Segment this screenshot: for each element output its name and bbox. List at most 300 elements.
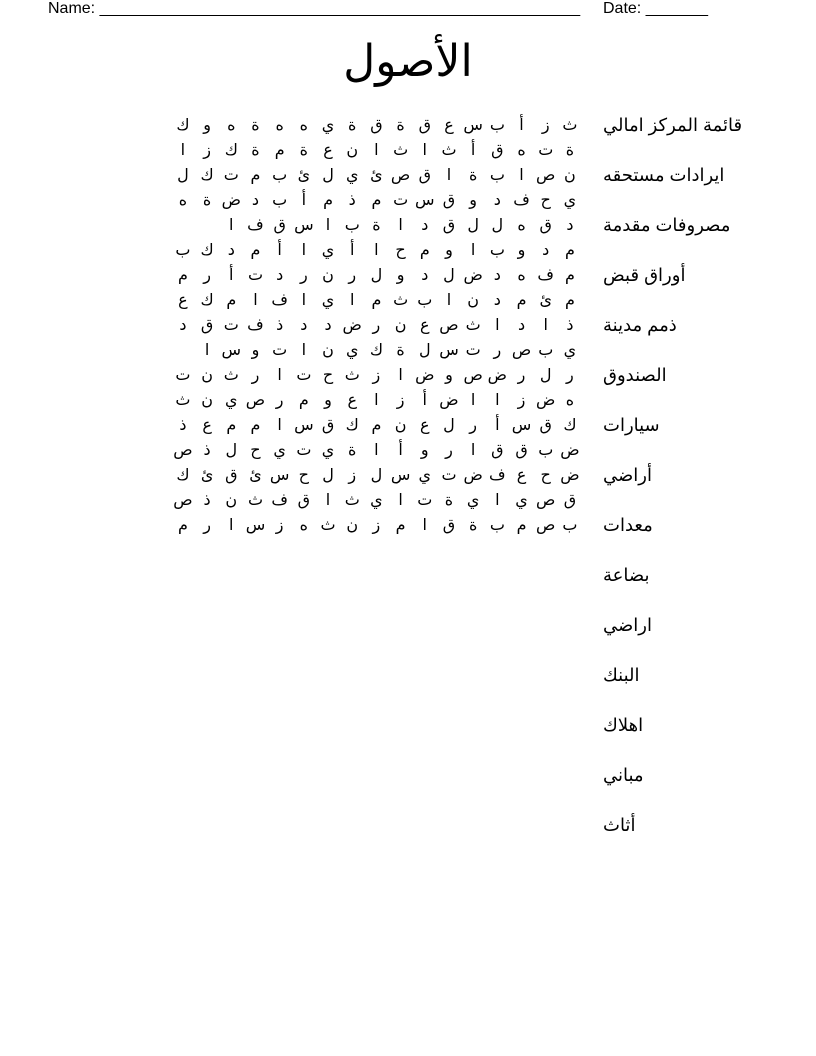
grid-cell: و	[203, 117, 211, 134]
word-list-item: الصندوق	[603, 365, 667, 385]
grid-cell: د	[276, 267, 284, 284]
grid-cell: م	[250, 242, 261, 259]
grid-cell: ز	[396, 392, 405, 409]
grid-cell: ا	[229, 217, 234, 234]
grid-cell: ث	[320, 517, 336, 534]
grid-cell: ب	[175, 242, 191, 259]
grid-cell: ض	[560, 442, 580, 459]
grid-cell: م	[177, 267, 188, 284]
grid-cell: ه	[299, 117, 309, 134]
grid-cell: ك	[176, 467, 190, 484]
grid-row	[54, 388, 582, 413]
grid-cell: ع	[444, 117, 454, 134]
grid-row	[54, 513, 582, 538]
grid-cell: أ	[470, 142, 476, 159]
grid-cell: ح	[322, 367, 334, 384]
grid-cell: ب	[538, 442, 554, 459]
grid-cell: م	[371, 192, 382, 209]
grid-cell: ه	[299, 517, 309, 534]
word-list-item: أثاث	[603, 815, 636, 835]
grid-cell: ق	[515, 442, 528, 459]
grid-cell: ث	[393, 292, 409, 309]
grid-cell: ر	[372, 317, 381, 334]
grid-cell: ا	[495, 317, 500, 334]
word-list-item: معدات	[603, 515, 653, 535]
grid-row	[54, 363, 582, 388]
grid-cell: و	[324, 392, 332, 409]
grid-cell: ه	[565, 392, 575, 409]
grid-cell: ن	[394, 317, 407, 334]
grid-cell: ق	[200, 317, 214, 334]
grid-cell: ع	[202, 417, 212, 434]
grid-cell: ل	[370, 467, 383, 484]
grid-cell: ة	[468, 167, 478, 184]
grid-cell: د	[421, 267, 429, 284]
grid-cell: ك	[176, 117, 190, 134]
grid-cell: م	[371, 292, 382, 309]
grid-cell: ن	[346, 517, 359, 534]
grid-cell: ص	[173, 492, 193, 509]
grid-cell: ض	[415, 367, 435, 384]
grid-cell: ر	[445, 442, 453, 459]
grid-cell: ث	[247, 492, 263, 509]
grid-cell: م	[226, 417, 237, 434]
grid-cell: ح	[540, 192, 551, 209]
grid-cell: ا	[398, 217, 403, 234]
grid-cell: ك	[224, 142, 238, 159]
grid-row	[54, 463, 582, 488]
grid-cell: ه	[178, 192, 188, 209]
grid-cell: ل	[467, 217, 479, 234]
grid-cell: ر	[299, 267, 308, 284]
grid-cell: ه	[517, 217, 526, 234]
grid-cell: ك	[563, 417, 577, 434]
grid-cell: ن	[564, 167, 576, 184]
grid-cell: و	[251, 342, 260, 359]
grid-cell: ب	[489, 117, 505, 134]
grid-cell: ص	[463, 367, 483, 384]
grid-cell: ا	[446, 167, 452, 184]
grid-cell: ن	[322, 267, 334, 284]
grid-cell: ة	[299, 142, 309, 159]
grid-cell: ا	[325, 217, 331, 234]
grid-cell: ا	[374, 392, 379, 409]
grid-cell: ر	[251, 367, 260, 384]
grid-cell: س	[390, 467, 411, 484]
grid-cell: ث	[175, 392, 191, 409]
grid-row	[54, 188, 582, 213]
grid-cell: ب	[417, 292, 433, 309]
grid-cell: ص	[536, 517, 556, 534]
grid-cell: ت	[175, 367, 191, 384]
grid-cell: م	[298, 392, 309, 409]
grid-cell: ا	[398, 367, 403, 384]
grid-cell: د	[566, 217, 574, 234]
grid-cell: ي	[466, 492, 480, 509]
grid-row	[54, 488, 582, 513]
grid-cell: م	[516, 517, 527, 534]
grid-cell: أ	[301, 192, 307, 209]
grid-cell: ر	[566, 367, 574, 384]
grid-cell: ق	[418, 167, 431, 184]
grid-cell: س	[294, 417, 314, 434]
grid-cell: ة	[251, 142, 260, 159]
grid-cell: ت	[393, 192, 409, 209]
grid-cell: ث	[393, 142, 409, 159]
grid-cell: د	[251, 192, 260, 209]
grid-row	[54, 138, 582, 163]
grid-cell: ة	[444, 492, 454, 509]
grid-cell: ذ	[566, 317, 574, 334]
grid-cell: أ	[349, 242, 355, 259]
grid-cell: ي	[370, 492, 383, 509]
grid-cell: ب	[489, 167, 505, 184]
grid-cell: ل	[443, 267, 455, 284]
grid-cell: أ	[277, 242, 282, 259]
grid-cell: ك	[200, 167, 214, 184]
grid-cell: م	[177, 517, 188, 534]
grid-cell: ح	[540, 467, 551, 484]
grid-cell: ا	[325, 492, 331, 509]
grid-cell: ص	[536, 167, 556, 184]
grid-cell: ب	[344, 217, 360, 234]
grid-cell: م	[274, 142, 285, 159]
grid-cell: د	[542, 242, 550, 259]
grid-cell: ف	[271, 292, 288, 309]
grid-row	[54, 338, 582, 363]
grid-cell: ر	[203, 517, 211, 534]
grid-cell: ة	[396, 342, 405, 359]
grid-cell: س	[269, 467, 290, 484]
grid-cell: د	[493, 192, 501, 209]
grid-cell: ق	[225, 467, 238, 484]
grid-cell: ل	[491, 217, 504, 234]
grid-row	[54, 113, 582, 138]
grid-cell: ي	[563, 342, 577, 359]
grid-cell: ي	[515, 492, 528, 509]
grid-cell: ذ	[203, 492, 211, 509]
grid-cell: ا	[374, 142, 379, 159]
grid-cell: ة	[348, 117, 357, 134]
grid-cell: م	[419, 242, 430, 259]
grid-cell: م	[250, 417, 261, 434]
grid-cell: ك	[369, 342, 383, 359]
grid-cell: ث	[465, 317, 481, 334]
grid-cell: و	[469, 192, 478, 209]
grid-cell: ي	[321, 117, 335, 134]
grid-cell: أ	[422, 392, 427, 409]
grid-cell: ع	[420, 417, 430, 434]
grid-cell: ر	[348, 267, 357, 284]
grid-cell: ا	[422, 517, 427, 534]
grid-cell: ي	[321, 242, 335, 259]
grid-cell: ا	[470, 442, 476, 459]
grid-cell: د	[300, 317, 308, 334]
grid-row	[54, 413, 582, 438]
word-list	[603, 112, 803, 862]
grid-cell: ة	[348, 442, 357, 459]
grid-cell: ب	[272, 192, 288, 209]
word-list-item: قائمة المركز امالي	[603, 115, 743, 135]
grid-cell: ي	[321, 442, 335, 459]
grid-cell: ت	[272, 342, 288, 359]
grid-cell: و	[517, 242, 526, 259]
grid-cell: ا	[301, 242, 307, 259]
grid-cell: س	[221, 342, 242, 359]
grid-cell: ا	[519, 167, 524, 184]
word-search-grid	[54, 113, 582, 538]
grid-cell: ف	[537, 267, 555, 284]
grid-cell: ذ	[203, 442, 211, 459]
grid-cell: ا	[349, 292, 355, 309]
grid-cell: ض	[487, 367, 508, 384]
grid-cell: ن	[467, 292, 480, 309]
grid-cell: أ	[519, 117, 524, 134]
grid-cell: ه	[517, 267, 526, 284]
grid-cell: ن	[201, 367, 213, 384]
grid-cell: ق	[297, 492, 311, 509]
grid-cell: ا	[301, 292, 307, 309]
grid-cell: ص	[536, 492, 556, 509]
grid-cell: ق	[539, 217, 552, 234]
date-label: Date:	[603, 0, 642, 17]
grid-cell: د	[227, 242, 235, 259]
grid-cell: ا	[495, 392, 500, 409]
grid-cell: ا	[277, 367, 282, 384]
grid-cell: م	[371, 417, 382, 434]
grid-cell: ث	[441, 142, 457, 159]
grid-cell: س	[415, 192, 435, 209]
date-blank: _______	[645, 0, 708, 17]
grid-cell: ت	[441, 467, 457, 484]
grid-cell: ت	[223, 167, 239, 184]
grid-cell: ك	[345, 417, 359, 434]
grid-cell: ت	[296, 367, 312, 384]
grid-cell: ض	[221, 192, 241, 209]
grid-cell: ض	[463, 267, 483, 284]
grid-cell: ت	[465, 342, 481, 359]
word-list-item: البنك	[603, 665, 640, 685]
grid-cell: س	[463, 117, 483, 134]
grid-cell: ر	[517, 367, 526, 384]
grid-cell: ر	[469, 417, 478, 434]
grid-cell: ض	[536, 392, 556, 409]
grid-cell: ز	[372, 517, 381, 534]
grid-cell: ذ	[179, 417, 187, 434]
grid-cell: ة	[372, 217, 381, 234]
grid-cell: ذ	[276, 317, 284, 334]
grid-cell: ا	[470, 242, 476, 259]
grid-cell: ع	[347, 392, 357, 409]
grid-cell: ي	[345, 342, 359, 359]
grid-cell: م	[395, 517, 406, 534]
grid-cell: ف	[247, 317, 264, 334]
grid-cell: ق	[273, 217, 286, 234]
word-list-item: ذمم مدينة	[603, 315, 677, 335]
grid-cell: ا	[422, 142, 427, 159]
grid-cell: ه	[227, 117, 236, 134]
word-list-item: سيارات	[603, 415, 660, 435]
grid-cell: ذ	[348, 192, 356, 209]
word-list-item: ايرادات مستحقه	[603, 165, 725, 185]
grid-row	[54, 313, 582, 338]
grid-cell: ت	[296, 442, 312, 459]
grid-cell: ض	[342, 317, 362, 334]
grid-cell: ن	[322, 342, 334, 359]
grid-cell: ر	[203, 267, 211, 284]
grid-cell: ع	[323, 142, 333, 159]
grid-cell: د	[179, 317, 187, 334]
page-title: الأصول	[343, 37, 473, 86]
grid-cell: ر	[275, 392, 284, 409]
grid-cell: ا	[229, 517, 234, 534]
grid-cell: ض	[560, 467, 580, 484]
grid-cell: ص	[173, 442, 193, 459]
grid-cell: ن	[346, 142, 359, 159]
grid-cell: ز	[348, 467, 357, 484]
grid-cell: د	[421, 217, 429, 234]
grid-cell: ا	[277, 417, 282, 434]
grid-cell: ص	[511, 342, 532, 359]
grid-cell: ئ	[297, 167, 311, 184]
grid-cell: ث	[344, 367, 360, 384]
grid-row	[54, 438, 582, 463]
grid-cell: ن	[201, 392, 213, 409]
grid-row	[54, 163, 582, 188]
grid-cell: ت	[247, 267, 263, 284]
grid-cell: ئ	[249, 467, 262, 484]
grid-cell: ن	[225, 492, 238, 509]
word-list-item: بضاعة	[603, 565, 650, 585]
grid-cell: ف	[247, 217, 264, 234]
grid-cell: ب	[538, 342, 554, 359]
grid-cell: ا	[543, 317, 548, 334]
grid-cell: ف	[271, 492, 288, 509]
grid-cell: ل	[418, 342, 431, 359]
grid-cell: د	[517, 317, 526, 334]
grid-cell: و	[396, 267, 405, 284]
grid-cell: ف	[489, 467, 506, 484]
grid-cell: ق	[563, 492, 577, 509]
grid-cell: ز	[517, 392, 526, 409]
grid-cell: ث	[223, 367, 239, 384]
word-list-item: مصروفات مقدمة	[603, 215, 731, 235]
grid-cell: م	[226, 292, 237, 309]
grid-cell: ي	[345, 167, 359, 184]
grid-cell: ث	[562, 117, 578, 134]
grid-cell: ع	[420, 317, 430, 334]
grid-cell: ي	[563, 192, 577, 209]
word-list-item: مباني	[603, 765, 644, 785]
word-list-item: اراضي	[603, 615, 652, 635]
grid-cell: أ	[398, 442, 403, 459]
grid-cell: ة	[202, 192, 212, 209]
grid-cell: د	[493, 267, 501, 284]
grid-cell: ض	[439, 392, 459, 409]
grid-cell: أ	[229, 267, 234, 284]
grid-cell: ق	[418, 117, 431, 134]
grid-cell: ض	[463, 467, 483, 484]
grid-cell: ز	[372, 367, 381, 384]
grid-cell: ب	[489, 517, 505, 534]
grid-cell: ا	[495, 492, 500, 509]
grid-cell: ا	[470, 392, 476, 409]
grid-cell: ا	[253, 292, 258, 309]
grid-cell: ل	[370, 267, 383, 284]
grid-cell: ق	[491, 142, 504, 159]
name-date-header	[48, 0, 768, 20]
grid-cell: ل	[322, 167, 334, 184]
grid-cell: ي	[321, 292, 335, 309]
word-list-item: أراضي	[603, 465, 652, 485]
grid-cell: و	[445, 367, 453, 384]
name-label: Name:	[48, 0, 96, 17]
grid-cell: ح	[395, 242, 406, 259]
grid-cell: أ	[495, 417, 500, 434]
grid-cell: م	[323, 192, 333, 209]
grid-cell: ص	[390, 167, 411, 184]
grid-cell: ك	[200, 242, 214, 259]
grid-cell: د	[493, 292, 501, 309]
grid-row	[54, 263, 582, 288]
grid-cell: ئ	[200, 467, 214, 484]
grid-cell: ق	[370, 117, 383, 134]
grid-cell: ل	[322, 467, 334, 484]
grid-cell: ة	[396, 117, 405, 134]
word-list-item: أوراق قبض	[603, 265, 686, 285]
grid-cell: س	[245, 517, 266, 534]
grid-cell: ت	[417, 492, 433, 509]
grid-row	[54, 213, 582, 238]
grid-cell: و	[420, 442, 429, 459]
grid-cell: ز	[541, 117, 550, 134]
word-list-item: اهلاك	[603, 715, 644, 735]
grid-cell: ر	[493, 342, 502, 359]
grid-cell: ل	[443, 417, 455, 434]
name-blank: ______________________________________________________	[99, 0, 581, 17]
grid-cell: ع	[178, 292, 188, 309]
grid-cell: ح	[250, 442, 261, 459]
grid-cell: ه	[275, 117, 284, 134]
grid-cell: ة	[565, 142, 575, 159]
grid-cell: ا	[180, 142, 186, 159]
grid-cell: د	[324, 317, 332, 334]
grid-cell: ق	[539, 417, 552, 434]
grid-cell: س	[511, 417, 532, 434]
grid-cell: ي	[225, 392, 238, 409]
grid-cell: ع	[516, 467, 527, 484]
grid-cell: م	[250, 167, 261, 184]
grid-cell: ق	[321, 417, 335, 434]
grid-cell: ز	[275, 517, 284, 534]
grid-row	[54, 288, 582, 313]
grid-cell: ق	[491, 442, 504, 459]
grid-cell: س	[294, 217, 314, 234]
grid-cell: ي	[418, 467, 432, 484]
grid-cell: ه	[517, 142, 526, 159]
grid-cell: ت	[538, 142, 554, 159]
grid-cell: ة	[251, 117, 260, 134]
grid-cell: س	[439, 342, 459, 359]
grid-cell: ب	[272, 167, 288, 184]
grid-cell: م	[564, 242, 575, 259]
grid-cell: ا	[301, 342, 307, 359]
grid-cell: ا	[374, 242, 379, 259]
grid-cell: ئ	[539, 292, 552, 309]
grid-cell: ل	[539, 367, 552, 384]
grid-cell: ل	[225, 442, 238, 459]
grid-cell: ص	[439, 317, 459, 334]
